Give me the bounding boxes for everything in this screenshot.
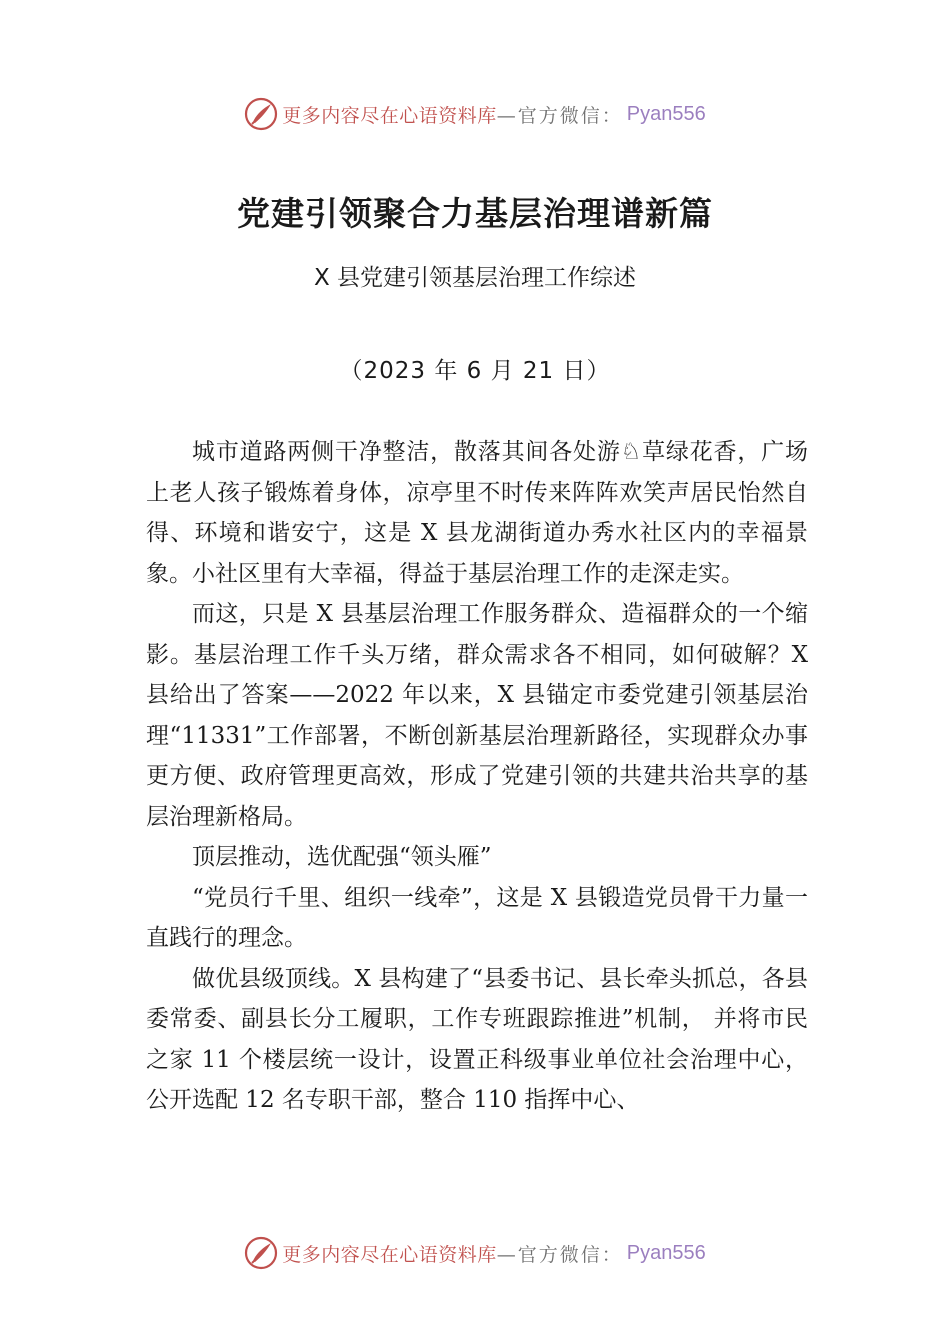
banner-wechat-id: Pyan556 bbox=[626, 1241, 706, 1264]
banner-text: 更多内容尽在心语资料库 bbox=[282, 1243, 497, 1266]
paragraph: 做优县级顶线。X 县构建了“县委书记、县长牵头抓总，各县委常委、副县长分工履职，工作专班跟踪推进”机制， 并将市民之家 11 个楼层统一设计，设置正科级事业单位社会治理中心，公开选配 12 名专职干部，整合 110 指挥中心、 bbox=[146, 965, 808, 1113]
quill-logo-icon bbox=[244, 1236, 278, 1270]
document-subtitle: X 县党建引领基层治理工作综述 bbox=[313, 265, 637, 291]
banner-label: —官方微信： bbox=[496, 1243, 623, 1266]
paragraph: “党员行千里、组织一线牵”，这是 X 县锻造党员骨干力量一直践行的理念。 bbox=[146, 884, 808, 951]
header-banner bbox=[0, 94, 950, 134]
banner-label: —官方微信： bbox=[496, 104, 623, 127]
paragraph: 而这，只是 X 县基层治理工作服务群众、造福群众的一个缩影。基层治理工作千头万绪，群众需求各不相同，如何破解？X 县给出了答案——2022 年以来，X 县锚定市委党建引领基层治理“11331”工作部署，不断创新基层治理新路径，实现群众办事更方便、政府管理更高效，形成了党建引领的共建共治共享的基层治理新格局。 bbox=[146, 601, 808, 830]
footer-banner bbox=[0, 1233, 950, 1273]
banner-wechat-id: Pyan556 bbox=[626, 102, 706, 125]
document-title: 党建引领聚合力基层治理谱新篇 bbox=[237, 194, 713, 233]
document-body bbox=[146, 432, 808, 1121]
document-date: （2023 年 6 月 21 日） bbox=[339, 358, 611, 384]
section-heading: 顶层推动，选优配强“领头雁” bbox=[192, 844, 492, 870]
paragraph: 城市道路两侧干净整洁，散落其间各处游♘草绿花香，广场上老人孩子锻炼着身体，凉亭里不时传来阵阵欢笑声居民怡然自得、环境和谐安宁，这是 X 县龙湖街道办秀水社区内的幸福景象。小社区里有大幸福，得益于基层治理工作的走深走实。 bbox=[146, 439, 808, 587]
quill-logo-icon bbox=[244, 97, 278, 131]
banner-text: 更多内容尽在心语资料库 bbox=[282, 104, 497, 127]
